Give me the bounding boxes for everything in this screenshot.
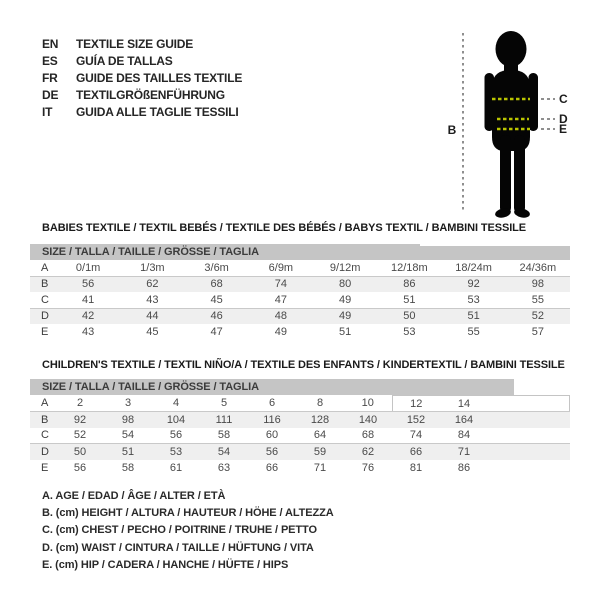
value-cell: 52 xyxy=(506,308,570,324)
child-silhouette-diagram xyxy=(435,15,585,227)
language-title: GUIDA ALLE TAGLIE TESSILI xyxy=(76,105,239,119)
babies-size-header-label: SIZE / TALLA / TAILLE / GRÖSSE / TAGLIA xyxy=(42,246,259,258)
row-label-cell: C xyxy=(30,292,56,308)
language-code: IT xyxy=(42,105,53,119)
row-label-cell: A xyxy=(30,260,56,276)
value-cell: 80 xyxy=(313,276,377,292)
value-cell: 92 xyxy=(56,412,104,428)
value-cell: 43 xyxy=(120,292,184,308)
value-cell: 9/12m xyxy=(313,260,377,276)
table-row xyxy=(30,460,570,476)
value-cell: 51 xyxy=(104,444,152,460)
value-cell: 58 xyxy=(200,428,248,444)
table-row xyxy=(30,444,570,460)
table-row xyxy=(30,260,570,276)
table-row xyxy=(30,324,570,340)
value-cell: 6/9m xyxy=(249,260,313,276)
value-cell: 2 xyxy=(56,396,104,412)
filler-cell xyxy=(488,428,570,444)
table-row xyxy=(30,292,570,308)
value-cell: 98 xyxy=(104,412,152,428)
table-row xyxy=(30,308,570,324)
language-title-list xyxy=(42,36,242,121)
value-cell: 128 xyxy=(296,412,344,428)
value-cell: 49 xyxy=(313,308,377,324)
value-cell: 47 xyxy=(210,326,223,338)
value-cell: 12 xyxy=(392,396,440,412)
table-row xyxy=(30,396,570,412)
row-label-cell: C xyxy=(30,428,56,444)
legend-item-chest: C. (cm) CHEST / PECHO / POITRINE / TRUHE / PETTO xyxy=(42,524,317,537)
legend-item-age: A. AGE / EDAD / ÂGE / ALTER / ETÀ xyxy=(42,490,226,502)
language-row-en xyxy=(42,36,242,53)
language-code: EN xyxy=(42,37,59,51)
language-title: GUIDE DES TAILLES TEXTILE xyxy=(76,71,243,85)
value-cell: 152 xyxy=(392,412,440,428)
value-cell: 56 xyxy=(152,428,200,444)
value-cell: 86 xyxy=(377,276,441,292)
value-cell: 56 xyxy=(56,276,120,292)
value-cell: 62 xyxy=(120,276,184,292)
value-cell: 24/36m xyxy=(506,260,570,276)
measurement-figure xyxy=(435,15,585,227)
value-cell: 52 xyxy=(56,428,104,444)
row-label-cell: E xyxy=(41,326,49,338)
value-cell: 46 xyxy=(185,308,249,324)
value-cell: 51 xyxy=(339,326,352,338)
row-label-cell: B xyxy=(30,276,56,292)
value-cell: 76 xyxy=(361,461,375,474)
table-row xyxy=(30,428,570,444)
value-cell: 53 xyxy=(403,326,416,338)
row-label-cell: D xyxy=(30,444,56,460)
value-cell: 59 xyxy=(296,444,344,460)
value-cell: 68 xyxy=(185,276,249,292)
language-title: GUÍA DE TALLAS xyxy=(76,54,173,68)
value-cell: 66 xyxy=(392,444,440,460)
children-section-title: CHILDREN'S TEXTILE / TEXTIL NIÑO/A / TEXTILE DES ENFANTS / KINDERTEXTIL / BAMBINI TESSILE xyxy=(42,359,565,371)
babies-bar-notch xyxy=(420,244,570,246)
value-cell: 6 xyxy=(248,396,296,412)
value-cell: 50 xyxy=(377,308,441,324)
language-code: ES xyxy=(42,54,58,68)
value-cell: 68 xyxy=(344,428,392,444)
row-label-cell: D xyxy=(30,308,56,324)
value-cell: 55 xyxy=(467,326,480,338)
legend-item-waist: D. (cm) WAIST / CINTURA / TAILLE / HÜFTUNG / VITA xyxy=(42,541,314,554)
value-cell: 86 xyxy=(457,461,471,474)
value-cell: 164 xyxy=(440,412,488,428)
value-cell: 43 xyxy=(82,326,95,338)
filler-cell xyxy=(488,412,570,428)
value-cell: 58 xyxy=(121,461,135,474)
children-size-table xyxy=(30,395,570,476)
value-cell: 74 xyxy=(249,276,313,292)
value-cell: 53 xyxy=(152,444,200,460)
value-cell: 8 xyxy=(296,396,344,412)
language-title: TEXTILE SIZE GUIDE xyxy=(76,37,194,51)
language-row-fr xyxy=(42,70,242,87)
filler-cell xyxy=(488,460,570,476)
hip-label: E xyxy=(559,122,568,136)
value-cell: 55 xyxy=(506,292,570,308)
value-cell: 10 xyxy=(344,396,392,412)
language-title: TEXTILGRÖßENFÜHRUNG xyxy=(76,88,225,102)
value-cell: 66 xyxy=(265,461,279,474)
value-cell: 5 xyxy=(200,396,248,412)
language-row-es xyxy=(42,53,242,70)
value-cell: 140 xyxy=(344,412,392,428)
value-cell: 49 xyxy=(313,292,377,308)
language-code: FR xyxy=(42,71,58,85)
value-cell: 49 xyxy=(274,326,287,338)
value-cell: 81 xyxy=(409,461,423,474)
value-cell: 54 xyxy=(104,428,152,444)
value-cell: 71 xyxy=(440,444,488,460)
value-cell: 56 xyxy=(248,444,296,460)
children-size-header-bar xyxy=(30,379,514,395)
table-row xyxy=(30,276,570,292)
measurement-legend xyxy=(42,488,334,574)
value-cell: 53 xyxy=(442,292,506,308)
value-cell: 18/24m xyxy=(442,260,506,276)
value-cell: 116 xyxy=(248,412,296,428)
value-cell: 0/1m xyxy=(56,260,120,276)
waist-label: D xyxy=(559,112,568,126)
filler-cell xyxy=(488,444,570,460)
value-cell: 42 xyxy=(56,308,120,324)
table-row xyxy=(30,412,570,428)
value-cell: 45 xyxy=(146,326,159,338)
value-cell: 50 xyxy=(56,444,104,460)
legend-item-height: B. (cm) HEIGHT / ALTURA / HAUTEUR / HÖHE / ALTEZZA xyxy=(42,507,334,520)
value-cell: 56 xyxy=(73,461,87,474)
value-cell: 12/18m xyxy=(377,260,441,276)
value-cell: 44 xyxy=(120,308,184,324)
value-cell: 92 xyxy=(442,276,506,292)
language-row-it xyxy=(42,104,242,121)
value-cell: 64 xyxy=(296,428,344,444)
row-label-cell: A xyxy=(30,396,56,412)
value-cell: 4 xyxy=(152,396,200,412)
value-cell: 1/3m xyxy=(120,260,184,276)
babies-size-table xyxy=(30,260,570,340)
value-cell: 62 xyxy=(344,444,392,460)
value-cell: 3 xyxy=(104,396,152,412)
value-cell: 3/6m xyxy=(185,260,249,276)
value-cell: 61 xyxy=(169,461,183,474)
value-cell: 60 xyxy=(248,428,296,444)
height-label: B xyxy=(447,123,457,137)
chest-label: C xyxy=(559,92,568,106)
value-cell: 84 xyxy=(440,428,488,444)
babies-section-title: BABIES TEXTILE / TEXTIL BEBÉS / TEXTILE DES BÉBÉS / BABYS TEXTIL / BAMBINI TESSILE xyxy=(42,222,527,234)
language-row-de xyxy=(42,87,242,104)
row-label-cell: B xyxy=(30,412,56,428)
value-cell: 98 xyxy=(506,276,570,292)
value-cell: 57 xyxy=(531,326,544,338)
value-cell: 51 xyxy=(442,308,506,324)
value-cell: 71 xyxy=(313,461,327,474)
value-cell: 41 xyxy=(56,292,120,308)
value-cell: 14 xyxy=(440,396,488,412)
legend-item-hip: E. (cm) HIP / CADERA / HANCHE / HÜFTE / HIPS xyxy=(42,558,289,571)
children-size-header-label: SIZE / TALLA / TAILLE / GRÖSSE / TAGLIA xyxy=(42,381,259,393)
filler-cell xyxy=(488,396,570,412)
language-code: DE xyxy=(42,88,59,102)
value-cell: 54 xyxy=(200,444,248,460)
value-cell: 104 xyxy=(152,412,200,428)
value-cell: 51 xyxy=(377,292,441,308)
value-cell: 45 xyxy=(185,292,249,308)
value-cell: 47 xyxy=(249,292,313,308)
child-silhouette xyxy=(485,31,539,219)
row-label-cell: E xyxy=(41,461,49,474)
babies-size-header-bar xyxy=(30,244,570,260)
value-cell: 111 xyxy=(200,412,248,428)
value-cell: 74 xyxy=(392,428,440,444)
value-cell: 48 xyxy=(249,308,313,324)
value-cell: 63 xyxy=(217,461,231,474)
